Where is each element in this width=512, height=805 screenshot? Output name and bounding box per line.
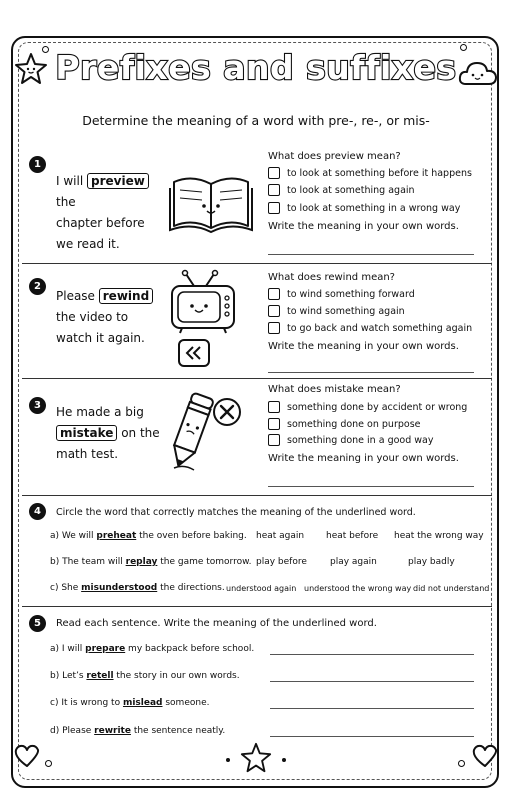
checkbox[interactable]: [268, 167, 280, 179]
underlined-word: replay: [125, 557, 158, 567]
sentence-text: the: [56, 195, 76, 209]
section-divider: [22, 378, 492, 379]
sentence-text: Please: [56, 289, 99, 303]
q1-write-prompt: Write the meaning in your own words.: [268, 221, 459, 232]
q5-instruction: Read each sentence. Write the meaning of the underlined word.: [56, 618, 377, 629]
q4-choice[interactable]: play again: [330, 557, 377, 567]
q5-answer-line[interactable]: [270, 708, 474, 709]
sentence-text: a) I will: [50, 644, 86, 654]
option-label: to look at something again: [287, 184, 415, 196]
checkbox[interactable]: [268, 418, 280, 430]
q5-answer-line[interactable]: [270, 654, 474, 655]
q4-choice[interactable]: play badly: [408, 557, 455, 567]
q4-choice[interactable]: understood again: [226, 584, 297, 593]
sentence-text: b) The team will: [50, 557, 126, 567]
star-icon: [240, 742, 272, 774]
option-label: to look at something before it happens: [287, 167, 472, 179]
sentence-text: a) We will: [50, 531, 97, 541]
option-label: to go back and watch something again: [287, 322, 473, 334]
sentence-text: d) Please: [50, 726, 95, 736]
q1-sentence: [56, 171, 166, 255]
checkbox[interactable]: [268, 322, 280, 334]
q2-question: What does rewind mean?: [268, 272, 395, 283]
question-number: 3: [29, 397, 46, 414]
sentence-text: c) She: [50, 583, 82, 593]
q3-sentence: [56, 402, 166, 465]
checkbox[interactable]: [268, 184, 280, 196]
option-label: something done in a good way: [287, 434, 434, 446]
sentence-text: the game tomorrow.: [157, 557, 252, 567]
target-word-box: preview: [87, 173, 149, 189]
sentence-text: my backpack before school.: [125, 644, 255, 654]
x-mark-icon: [212, 397, 242, 427]
pencil-icon: [166, 388, 216, 474]
sentence-text: chapter before: [56, 216, 145, 230]
rewind-icon: [178, 339, 210, 367]
q2-write-prompt: Write the meaning in your own words.: [268, 341, 459, 352]
book-icon: [168, 168, 254, 234]
sentence-text: c) It is wrong to: [50, 698, 123, 708]
question-number: 2: [29, 278, 46, 295]
checkbox[interactable]: [268, 288, 280, 300]
sentence-text: the sentence neatly.: [130, 726, 226, 736]
q2-answer-line[interactable]: [268, 372, 474, 373]
q5-sentence: [50, 726, 225, 736]
q4-choice[interactable]: understood the wrong way: [304, 584, 412, 593]
option-label: to look at something in a wrong way: [287, 202, 461, 214]
sentence-text: the oven before baking.: [136, 531, 247, 541]
checkbox[interactable]: [268, 202, 280, 214]
sentence-text: the story in our own words.: [113, 671, 240, 681]
dot-decoration: [282, 758, 286, 762]
tv-icon: [168, 270, 240, 336]
sentence-text: b) Let’s: [50, 671, 87, 681]
q3-option[interactable]: [268, 434, 434, 446]
q4-sentence: [50, 557, 252, 567]
sentence-text: He made a big: [56, 405, 144, 419]
q2-option[interactable]: [268, 322, 472, 334]
sentence-text: the video to: [56, 310, 129, 324]
sentence-text: math test.: [56, 447, 119, 461]
q4-sentence: [50, 583, 225, 593]
q5-sentence: [50, 671, 240, 681]
checkbox[interactable]: [268, 401, 280, 413]
underlined-word: misunderstood: [81, 583, 158, 593]
underlined-word: preheat: [96, 531, 137, 541]
dot-decoration: [226, 758, 230, 762]
q4-sentence: [50, 531, 247, 541]
heart-icon: [472, 744, 498, 768]
q4-choice[interactable]: heat before: [326, 531, 379, 541]
target-word-box: mistake: [56, 425, 117, 441]
section-divider: [22, 606, 492, 607]
page-title: Prefixes and suffixes: [55, 48, 457, 87]
q2-sentence: [56, 286, 166, 349]
q1-answer-line[interactable]: [268, 254, 474, 255]
underlined-word: mislead: [122, 698, 163, 708]
q1-option[interactable]: [268, 202, 460, 214]
question-number: 5: [29, 615, 46, 632]
dot-decoration: [45, 760, 52, 767]
q4-choice[interactable]: heat the wrong way: [394, 531, 484, 541]
option-label: something done by accident or wrong: [287, 401, 468, 413]
checkbox[interactable]: [268, 305, 280, 317]
dot-decoration: [458, 760, 465, 767]
section-divider: [22, 495, 492, 496]
option-label: to wind something forward: [287, 288, 415, 300]
target-word-box: rewind: [99, 288, 153, 304]
q3-answer-line[interactable]: [268, 486, 474, 487]
section-divider: [22, 263, 492, 264]
underlined-word: retell: [86, 671, 114, 681]
q4-choice[interactable]: play before: [256, 557, 307, 567]
sentence-text: watch it again.: [56, 331, 145, 345]
option-label: to wind something again: [287, 305, 405, 317]
q1-option[interactable]: [268, 167, 472, 179]
sentence-text: I will: [56, 174, 87, 188]
question-number: 1: [29, 156, 46, 173]
q2-option[interactable]: [268, 305, 405, 317]
sentence-text: the directions.: [157, 583, 225, 593]
sentence-text: on the: [117, 426, 160, 440]
q5-sentence: [50, 644, 254, 654]
option-label: something done on purpose: [287, 418, 421, 430]
q4-choice[interactable]: did not understand: [413, 584, 490, 593]
page-subtitle: Determine the meaning of a word with pre-, re-, or mis-: [82, 113, 430, 128]
q3-write-prompt: Write the meaning in your own words.: [268, 453, 459, 464]
question-number: 4: [29, 503, 46, 520]
q4-choice[interactable]: heat again: [256, 531, 305, 541]
heart-icon: [14, 744, 40, 768]
q3-question: What does mistake mean?: [268, 384, 401, 395]
q3-option[interactable]: [268, 401, 467, 413]
q3-option[interactable]: [268, 418, 421, 430]
q5-answer-line[interactable]: [270, 681, 474, 682]
q5-sentence: [50, 698, 209, 708]
sentence-text: we read it.: [56, 237, 120, 251]
q4-instruction: Circle the word that correctly matches the meaning of the underlined word.: [56, 507, 416, 518]
underlined-word: rewrite: [94, 726, 131, 736]
checkbox[interactable]: [268, 434, 280, 446]
q1-option[interactable]: [268, 184, 415, 196]
q1-question: What does preview mean?: [268, 151, 401, 162]
sentence-text: someone.: [162, 698, 210, 708]
q2-option[interactable]: [268, 288, 415, 300]
underlined-word: prepare: [85, 644, 126, 654]
q5-answer-line[interactable]: [270, 736, 474, 737]
